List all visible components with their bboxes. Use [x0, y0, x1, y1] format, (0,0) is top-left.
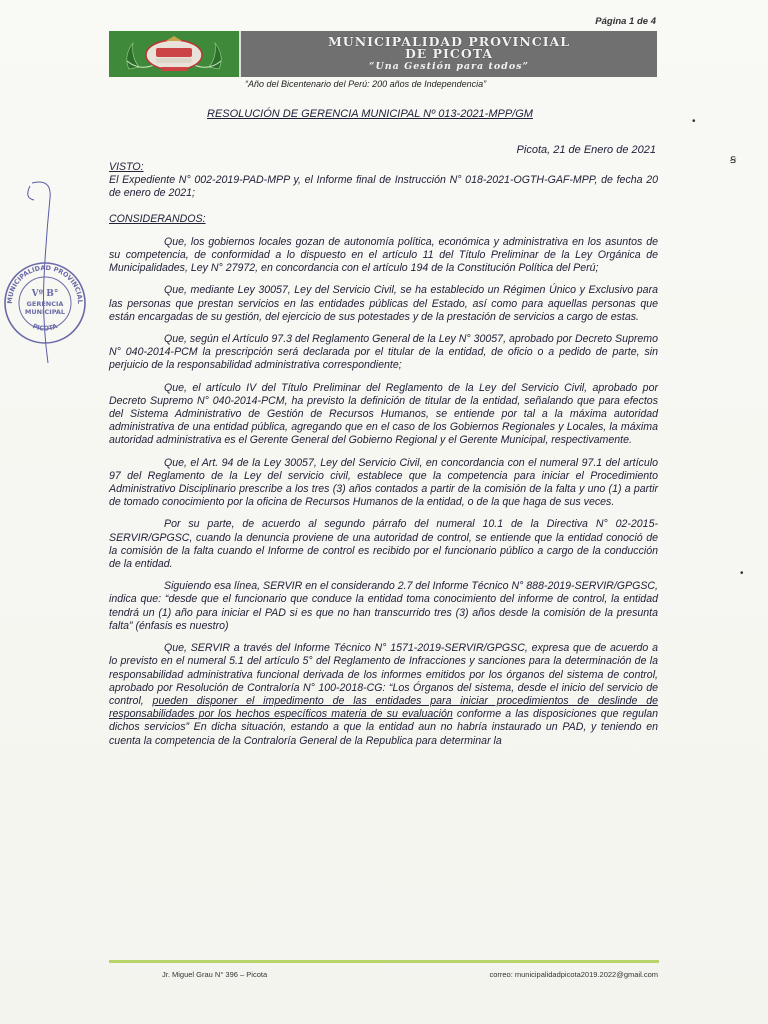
stamp-center-line2: MUNICIPAL — [24, 308, 66, 316]
page-number: Página 1 de 4 — [595, 16, 656, 27]
coat-of-arms-icon — [109, 31, 239, 77]
resolution-date: Picota, 21 de Enero de 2021 — [516, 144, 656, 156]
scan-mark-icon: ꞩ — [730, 152, 737, 166]
footer-email: correo: municipalidadpicota2019.2022@gmail.com — [489, 970, 658, 979]
municipality-name-line2: DE PICOTA — [404, 46, 494, 61]
paragraph-8 — [109, 642, 658, 748]
paragraph-1: Que, los gobiernos locales gozan de autonomía política, económica y administrativa en los asuntos de su competencia, de conformidad a lo dispuesto en el artículo 11 del Título Preliminar de la Ley Orgánica de Municipalidades, Ley N° 27972, en concordancia con el artículo 194 de la Constitución Política del Perú; — [109, 235, 658, 275]
letterhead — [109, 31, 657, 77]
paragraph-5: Que, el Art. 94 de la Ley 30057, Ley del Servicio Civil, en concordancia con el numeral 97.1 del artículo 97 del Reglamento de la Ley del servicio civil, establece que la competencia para iniciar el Procedimiento Administrativo Disciplinario prescribe a los tres (3) años contados a partir de la comisión de la falta y uno (1) a partir de tomado conocimiento por la oficina de Recursos Humanos de la entidad, o de la que haga de sus veces. — [109, 456, 658, 509]
document-body — [109, 160, 658, 757]
stamp-top-text: MUNICIPALIDAD PROVINCIAL — [5, 263, 85, 305]
resolution-title: RESOLUCIÓN DE GERENCIA MUNICIPAL Nº 013-2021-MPP/GM — [207, 108, 533, 120]
paragraph-7: Siguiendo esa línea, SERVIR en el considerando 2.7 del Informe Técnico N° 888-2019-SERVIR/GPGSC, indica que: “desde que el funcionario que conduce la entidad toma conocimiento del informe de control, la entidad tendrá un (1) año para iniciar el PAD si es que no han transcurrido tres (3) años desde la comisión de la presunta falta” (énfasis es nuestro) — [109, 580, 658, 632]
stamp-bottom-text: PICOTA — [31, 322, 59, 333]
svg-text:PICOTA — [31, 322, 58, 333]
footer-address: Jr. Miguel Grau N° 396 – Picota — [162, 970, 268, 979]
paragraph-4: Que, el artículo IV del Título Preliminar del Reglamento de la Ley del Servicio Civil, aprobado por Decreto Supremo N° 040-2014-PCM, ha previsto la definición de titular de la entidad, señalando que para efectos del Sistema Administrativo de Gestión de Recursos Humanos, se entiende por tal a la máxima autoridad administrativa de una entidad pública, agregando que en el caso de los Gobiernos Regionales y Locales, la máxima autoridad administrativa es el Gerente General del Gobierno Regional y el Gerente Municipal, respectivamente. — [109, 381, 658, 447]
paragraph-8-part1: Que, SERVIR a través del Informe Técnico N° 1571-2019-SERVIR/GPGSC, expresa que de acuerdo a lo previsto en el numeral 5.1 del artículo 5° del Reglamento de Infracciones y sanciones para la determinación de la responsabilidad administrativa funcional derivada de los informes emitidos por los órganos del sistema de control, aprobado por Resolución de Contraloría N° 100-2018-CG: “Los Órganos del sistema, desde el inicio del servicio de control, — [109, 642, 658, 707]
paragraph-8-part2: conforme a las disposiciones que regulan dichos servicios” En dicha situación, estando a que la entidad aun no habría instaurado un PAD, y teniendo en cuenta la competencia de la Contraloría General de la Republica para determinar la — [109, 708, 658, 747]
paragraph-3: Que, según el Artículo 97.3 del Reglamento General de la Ley N° 30057, aprobado por Decreto Supremo N° 040-2014-PCM la prescripción será declarada por el titular de la entidad, de oficio o a pedido de parte, sin perjuicio de la responsabilidad administrativa correspondiente; — [109, 333, 658, 372]
visto-heading: VISTO: — [109, 161, 144, 173]
scan-dot-icon: • — [740, 568, 744, 579]
municipality-banner — [239, 31, 657, 77]
paragraph-2: Que, mediante Ley 30057, Ley del Servicio Civil, se ha establecido un Régimen Único y Exclusivo para las personas que prestan servicios en las entidades públicas del Estado, así como para aquellas personas que están encargadas de su gestión, del ejercicio de sus potestades y de la prestación de servicios a cargo de estas. — [109, 284, 658, 323]
stamp-vb: Vº B° — [31, 289, 59, 299]
municipality-slogan: “Una Gestión para todos” — [369, 61, 529, 72]
footer-divider — [109, 960, 659, 963]
visto-text: El Expediente N° 002-2019-PAD-MPP y, el Informe final de Instrucción N° 018-2021-OGTH-GAF-MPP, de fecha 20 de enero de 2021; — [109, 174, 658, 200]
considerandos-heading: CONSIDERANDOS: — [109, 212, 206, 225]
paragraph-6: Por su parte, de acuerdo al segundo párrafo del numeral 10.1 de la Directiva N° 02-2015-SERVIR/GPGSC, cuando la denuncia proviene de una autoridad de control, se entiende que la entidad conoció de la comisión de la falta cuando el Informe de control es recibido por el funcionario público a cargo de la conducción de la entidad. — [109, 518, 658, 571]
stamp-center-line1: GERENCIA — [26, 300, 64, 308]
gerencia-municipal-stamp — [0, 258, 90, 348]
municipal-logo — [109, 31, 239, 77]
municipality-name-line1: MUNICIPALIDAD PROVINCIAL — [327, 34, 571, 49]
bicentenario-motto: “Año del Bicentenario del Perú: 200 años de Independencia” — [245, 79, 487, 89]
scan-dot-icon: • — [692, 116, 696, 127]
paragraph-8-underlined: pueden disponer el impedimento de las entidades para iniciar procedimientos de deslinde de responsabilidades por los hechos específicos materia de su evaluación — [109, 694, 659, 721]
